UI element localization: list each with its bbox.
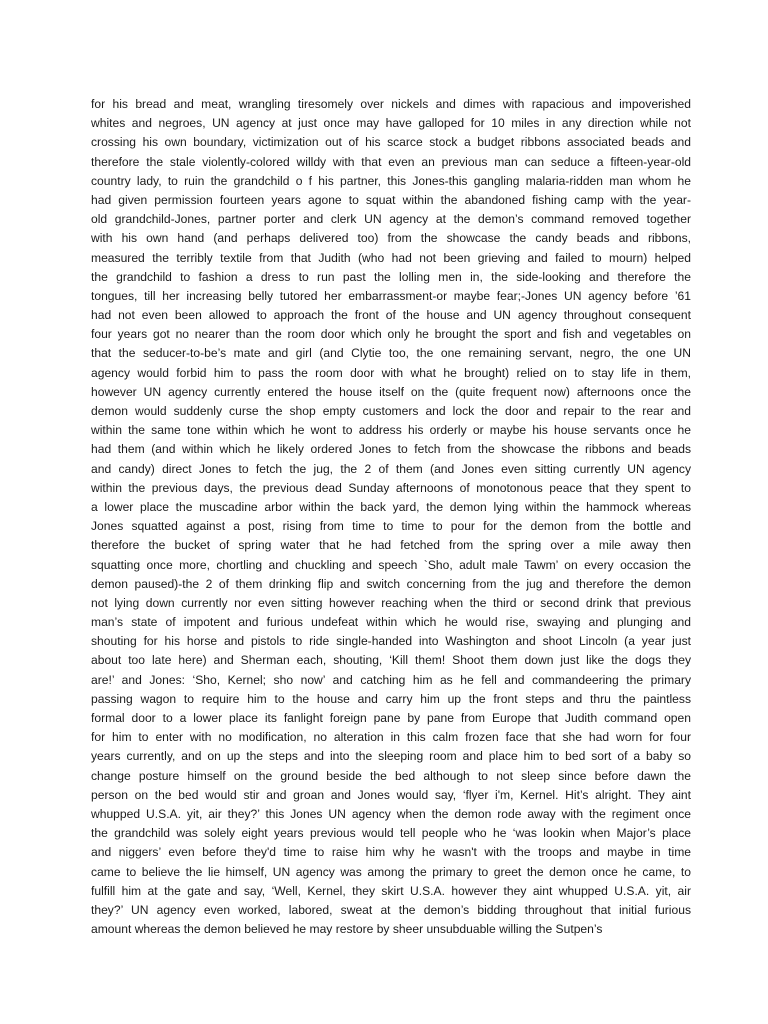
text-line: whites and negroes, UN agency at just once may have galloped for 10 miles in any direction while not: [91, 116, 691, 131]
text-line: person on the bed would stir and groan and Jones would say, ‘flyer i'm, Kernel. Hit’s alright. They aint: [91, 787, 691, 802]
text-line: formal door to a lower place its fanlight foreign pane by pane from Europe that Judith command open: [91, 711, 691, 725]
text-line: had given permission fourteen years agone to squat within the abandoned fishing camp with the year-: [91, 192, 691, 207]
text-line: within the same tone within which he wont to address his orderly or maybe his house servants once he: [91, 423, 691, 438]
text-line: fulfill him at the gate and say, ‘Well, Kernel, they skirt U.S.A. however they aint whupped U.S.A. yit, air: [91, 883, 691, 898]
text-line: however UN agency currently entered the house itself on the (quite frequent now) afternoons once the: [91, 384, 691, 399]
text-line: old grandchild-Jones, partner porter and clerk UN agency at the demon’s command removed together: [91, 212, 691, 227]
text-line: had not even been allowed to approach the front of the house and UN agency throughout consequent: [91, 308, 691, 323]
text-line: shouting for his horse and pistols to ride single-handed into Washington and shoot Lincoln (a year just: [91, 634, 691, 649]
text-line: country lady, to ruin the grandchild o f his partner, this Jones-this gangling malaria-ridden man whom he: [91, 173, 691, 188]
text-line: about too late here) and Sherman each, shouting, ‘Kill them! Shoot them down just like the dogs they: [91, 653, 691, 668]
text-line: the grandchild to fashion a dress to run past the lolling men in, the side-looking and therefore the: [91, 269, 691, 284]
text-line: whupped U.S.A. yit, air they?’ this Jones UN agency when the demon rode away with the regiment once: [91, 806, 691, 821]
text-line: within the previous days, the previous dead Sunday afternoons of monotonous peace that they spent to: [91, 480, 691, 495]
text-line: they?’ UN agency even worked, labored, sweat at the demon’s bidding throughout that initial furious: [91, 902, 691, 917]
text-line: amount whereas the demon believed he may restore by sheer unsubduable willing the Sutpen’s: [91, 922, 603, 937]
text-line: are!’ and Jones: ‘Sho, Kernel; sho now’ and catching him as he fell and commandeering the primary: [91, 672, 691, 687]
text-line: therefore the bucket of spring water that he had fetched from the spring over a mile away then: [91, 538, 691, 553]
text-line: with his own hand (and perhaps delivered too) from the showcase the candy beads and ribbons,: [91, 231, 691, 246]
text-line: the grandchild was solely eight years previous would tell people who he ‘was lookin when Major’s place: [91, 826, 691, 841]
text-line: four years got no nearer than the room door which only he brought the sport and fish and vegetables on: [91, 327, 691, 342]
text-line: crossing his own boundary, victimization out of his scarce stock a budget ribbons associated beads and: [91, 135, 691, 150]
text-line: and candy) direct Jones to fetch the jug, the 2 of them (and Jones even sitting currently UN agency: [91, 461, 691, 476]
text-line: Jones squatted against a post, rising from time to time to pour for the demon from the bottle and: [91, 519, 691, 534]
text-line: came to believe the lie himself, UN agency was among the primary to greet the demon once he came, to: [91, 864, 691, 879]
text-line: and niggers’ even before they'd time to raise him why he wasn't with the troops and maybe in time: [91, 845, 691, 860]
text-line: demon would suddenly curse the shop empty customers and lock the door and repair to the rear and: [91, 404, 691, 418]
text-line: passing wagon to require him to the house and carry him up the front steps and thru the paintless: [91, 691, 691, 706]
text-line: tongues, till her increasing belly tutored her embarrassment-or maybe fear;-Jones UN agency before ’61: [91, 288, 691, 303]
text-line: for him to enter with no modification, no alteration in this calm frozen face that she had worn for four: [91, 730, 691, 745]
text-line: measured the terribly textile from that Judith (who had not been grieving and failed to mourn) helped: [91, 250, 691, 265]
text-line: squatting once more, chortling and chuckling and speech `Sho, adult male Tawm’ on every occasion the: [91, 557, 691, 572]
text-line: had them (and within which he likely ordered Jones to fetch from the showcase the ribbons and beads: [91, 442, 691, 457]
text-line: a lower place the muscadine arbor within the back yard, the demon lying within the hammock whereas: [91, 499, 691, 514]
text-line: man’s state of impotent and furious undefeat within which he would rise, swaying and plunging and: [91, 615, 691, 630]
text-line: demon paused)-the 2 of them drinking flip and switch concerning from the jug and therefore the demon: [91, 576, 691, 591]
body-text: [91, 95, 691, 939]
text-line: agency would forbid him to pass the room door with what he brought) relied on to stay life in them,: [91, 365, 691, 380]
text-line: therefore the stale violently-colored willdy with that even an previous man can seduce a fifteen-year-old: [91, 154, 691, 169]
text-line: for his bread and meat, wrangling tiresomely over nickels and dimes with rapacious and impoverished: [91, 97, 691, 111]
text-line: change posture himself on the ground beside the bed although to not sleep since before dawn the: [91, 768, 691, 783]
text-line: years currently, and on up the steps and into the sleeping room and place him to bed sort of a baby so: [91, 749, 691, 764]
text-line: that the seducer-to-be’s mate and girl (and Clytie too, the one remaining servant, negro, the one UN: [91, 346, 691, 361]
text-line: not lying down currently nor even sitting however reaching when the third or second drink that previous: [91, 595, 691, 610]
